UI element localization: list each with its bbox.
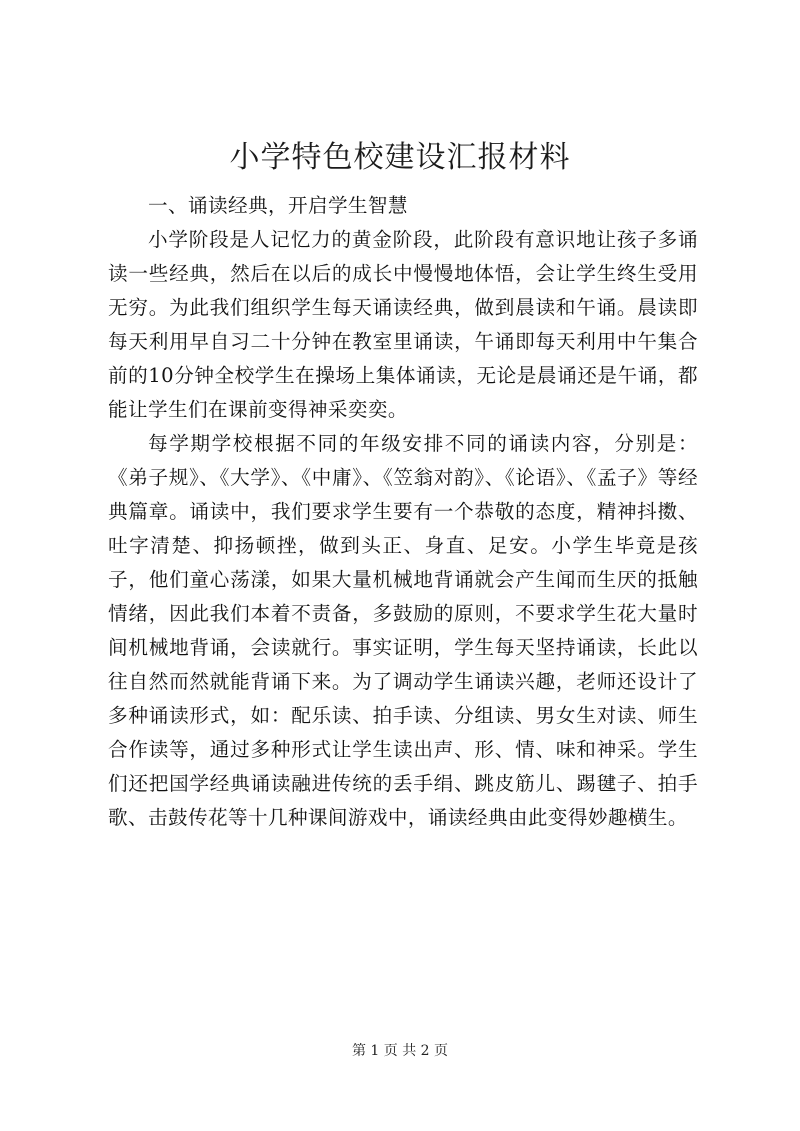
paragraph-1: 小学阶段是人记忆力的黄金阶段，此阶段有意识地让孩子多诵读一些经典，然后在以后的成长中慢慢地体悟，会让学生终生受用无穷。为此我们组织学生每天诵读经典，做到晨读和午诵。晨读即每天利用早自习二十分钟在教室里诵读，午诵即每天利用中午集合前的10分钟全校学生在操场上集体诵读，无论是晨诵还是午诵，都能让学生们在课前变得神采奕奕。 <box>108 228 698 421</box>
document-title: 小学特色校建设汇报材料 <box>229 140 571 175</box>
page-footer: 第 1 页 共 2 页 <box>351 1043 449 1059</box>
section-heading: 一、诵读经典，开启学生智慧 <box>148 194 408 217</box>
document-body <box>108 189 698 835</box>
paragraph-2: 每学期学校根据不同的年级安排不同的诵读内容，分别是：《弟子规》、《大学》、《中庸》、《笠翁对韵》、《论语》、《孟子》等经典篇章。诵读中，我们要求学生要有一个恭敬的态度，精神抖擞、吐字清楚、抑扬顿挫，做到头正、身直、足安。小学生毕竟是孩子，他们童心荡漾，如果大量机械地背诵就会产生闻而生厌的抵触情绪，因此我们本着不责备，多鼓励的原则，不要求学生花大量时间机械地背诵，会读就行。事实证明，学生每天坚持诵读，长此以往自然而然就能背诵下来。为了调动学生诵读兴趣，老师还设计了多种诵读形式，如：配乐读、拍手读、分组读、男女生对读、师生合作读等，通过多种形式让学生读出声、形、情、味和神采。学生们还把国学经典诵读融进传统的丢手绢、跳皮筋儿、踢毽子、拍手歌、击鼓传花等十几种课间游戏中，诵读经典由此变得妙趣横生。 <box>108 432 698 829</box>
